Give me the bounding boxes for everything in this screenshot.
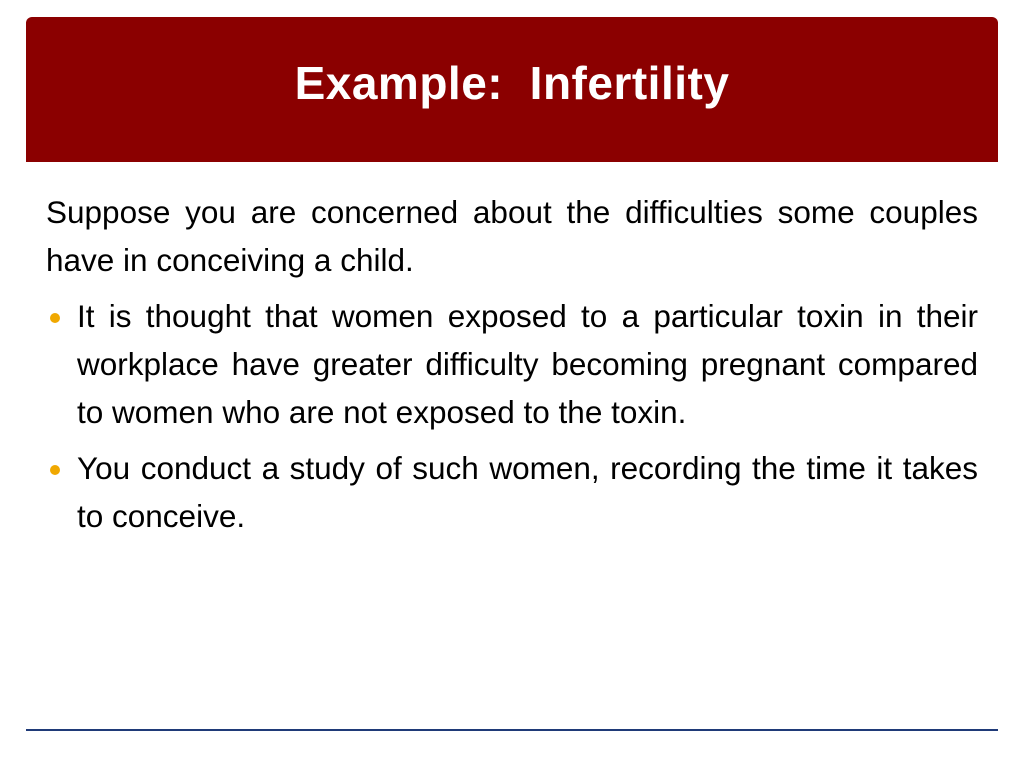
bullet-dot-icon <box>50 313 60 323</box>
bullet-item <box>46 292 978 436</box>
footer-divider <box>26 729 998 731</box>
title-band <box>26 17 998 162</box>
bullet-text: It is thought that women exposed to a particular toxin in their workplace have greater difficulty becoming pregnant compared to women who are not exposed to the toxin. <box>77 298 978 430</box>
bullet-dot-icon <box>50 465 60 475</box>
bullet-list <box>46 292 978 540</box>
bullet-text: You conduct a study of such women, recording the time it takes to conceive. <box>77 450 978 534</box>
intro-paragraph: Suppose you are concerned about the difficulties some couples have in conceiving a child. <box>46 194 978 278</box>
bullet-item <box>46 444 978 540</box>
slide-title: Example: Infertility <box>294 56 730 109</box>
slide-body <box>46 188 978 548</box>
